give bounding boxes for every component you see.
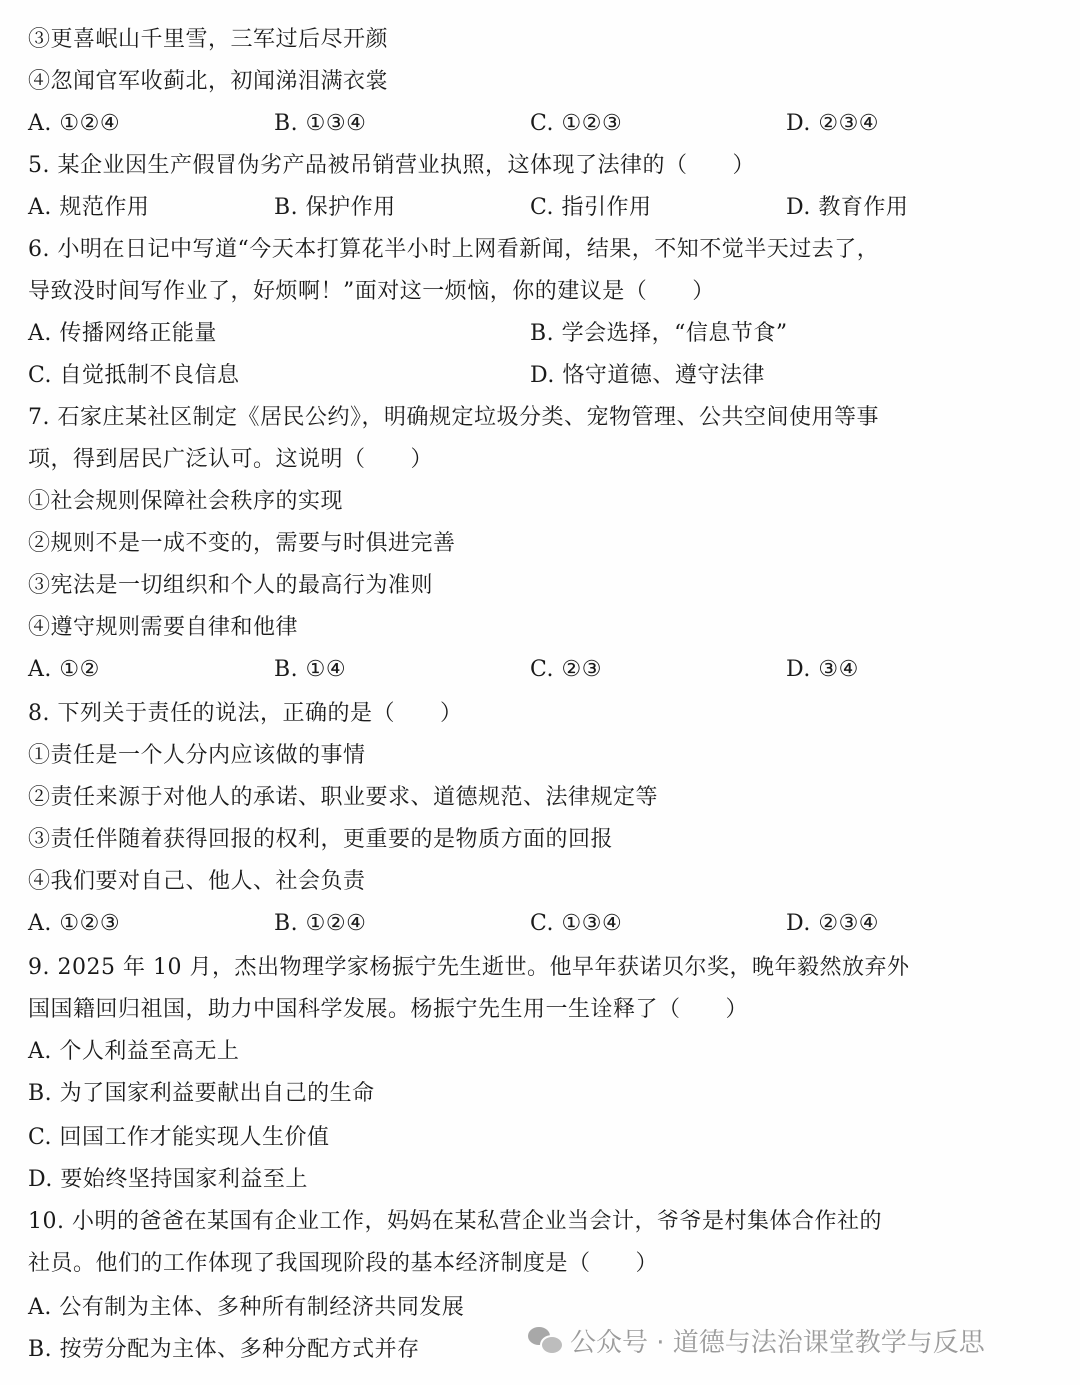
q8-item-1: ①责任是一个人分内应该做的事情 [28,743,366,768]
q5-option-a: A. 规范作用 [28,195,150,220]
q4-option-d: D. ②③④ [786,111,880,136]
q6-option-c: C. 自觉抵制不良信息 [28,363,240,388]
wechat-icon [528,1325,562,1355]
watermark-text: 公众号 · 道德与法治课堂教学与反思 [570,1327,985,1358]
q7-item-4: ④遵守规则需要自律和他律 [28,615,299,640]
q7-stem-line-1: 7. 石家庄某社区制定《居民公约》，明确规定垃圾分类、宠物管理、公共空间使用等事 [28,405,879,430]
q10-stem-line-2: 社员。他们的工作体现了我国现阶段的基本经济制度是（ ） [28,1251,659,1276]
q8-stem: 8. 下列关于责任的说法，正确的是（ ） [28,701,463,726]
q5-stem: 5. 某企业因生产假冒伪劣产品被吊销营业执照，这体现了法律的（ ） [28,153,755,178]
q9-option-b: B. 为了国家利益要献出自己的生命 [28,1081,375,1106]
q7-option-b: B. ①④ [274,657,347,682]
q8-option-b: B. ①②④ [274,911,367,936]
q10-stem-line-1: 10. 小明的爸爸在某国有企业工作，妈妈在某私营企业当会计，爷爷是村集体合作社的 [28,1209,882,1234]
q4-option-a: A. ①②④ [28,111,121,136]
q7-option-a: A. ①② [28,657,100,682]
q9-option-d: D. 要始终坚持国家利益至上 [28,1167,308,1192]
q7-item-1: ①社会规则保障社会秩序的实现 [28,489,344,514]
q9-stem-line-2: 国国籍回归祖国，助力中国科学发展。杨振宁先生用一生诠释了（ ） [28,997,749,1022]
q6-option-a: A. 传播网络正能量 [28,321,217,346]
q7-option-d: D. ③④ [786,657,859,682]
q9-stem-line-1: 9. 2025 年 10 月，杰出物理学家杨振宁先生逝世。他早年获诺贝尔奖，晚年毅然放弃外 [28,955,910,980]
q4-item-4: ④忽闻官军收蓟北，初闻涕泪满衣裳 [28,69,389,94]
q7-option-c: C. ②③ [530,657,602,682]
q9-option-c: C. 回国工作才能实现人生价值 [28,1125,330,1150]
q9-option-a: A. 个人利益至高无上 [28,1039,240,1064]
q5-option-c: C. 指引作用 [530,195,652,220]
q8-option-c: C. ①③④ [530,911,623,936]
q4-option-c: C. ①②③ [530,111,623,136]
q6-option-b: B. 学会选择，“信息节食” [530,321,788,346]
q10-option-a: A. 公有制为主体、多种所有制经济共同发展 [28,1295,465,1320]
q6-stem-line-1: 6. 小明在日记中写道“今天本打算花半小时上网看新闻，结果，不知不觉半天过去了， [28,237,880,262]
q6-option-d: D. 恪守道德、遵守法律 [530,363,765,388]
q4-option-b: B. ①③④ [274,111,367,136]
q8-option-a: A. ①②③ [28,911,121,936]
q5-option-d: D. 教育作用 [786,195,909,220]
q7-item-3: ③宪法是一切组织和个人的最高行为准则 [28,573,434,598]
q6-stem-line-2: 导致没时间写作业了，好烦啊！”面对这一烦恼，你的建议是（ ） [28,279,715,304]
q10-option-b: B. 按劳分配为主体、多种分配方式并存 [28,1337,420,1362]
q7-item-2: ②规则不是一成不变的，需要与时俱进完善 [28,531,456,556]
q7-stem-line-2: 项，得到居民广泛认可。这说明（ ） [28,447,434,472]
q8-item-3: ③责任伴随着获得回报的权利，更重要的是物质方面的回报 [28,827,614,852]
q5-option-b: B. 保护作用 [274,195,396,220]
q8-item-4: ④我们要对自己、他人、社会负责 [28,869,366,894]
q4-item-3: ③更喜岷山千里雪，三军过后尽开颜 [28,27,389,52]
q8-option-d: D. ②③④ [786,911,880,936]
q8-item-2: ②责任来源于对他人的承诺、职业要求、道德规范、法律规定等 [28,785,659,810]
watermark [528,1320,985,1360]
